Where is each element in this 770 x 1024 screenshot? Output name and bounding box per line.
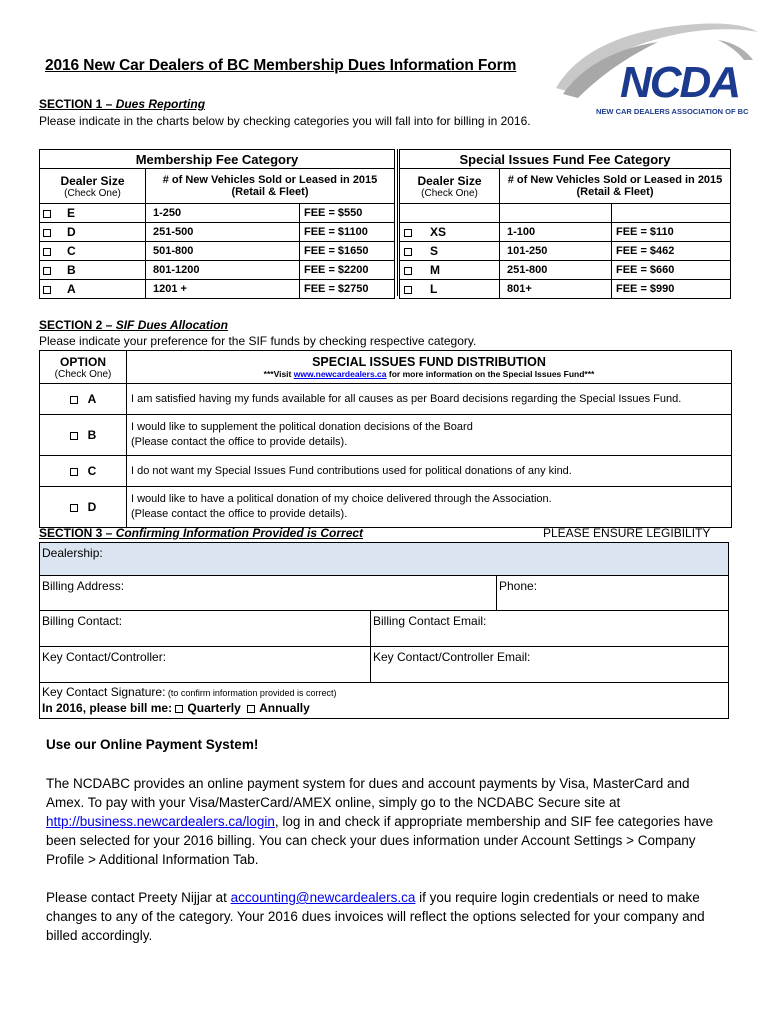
- section2-heading: SECTION 2 – SIF Dues Allocation: [39, 318, 228, 332]
- vehicles-range: 251-800: [500, 261, 612, 280]
- option-cell[interactable]: [40, 415, 127, 456]
- billing-address-field[interactable]: Billing Address:: [40, 576, 497, 611]
- dealer-size-label: S: [430, 244, 439, 258]
- sif-option-row: [40, 487, 732, 528]
- signature-field[interactable]: Key Contact Signature:: [42, 685, 166, 699]
- option-description: I do not want my Special Issues Fund contributions used for political donations of any kind.: [127, 456, 732, 487]
- checkbox-icon[interactable]: [70, 432, 78, 440]
- dealer-size-label: C: [67, 244, 76, 258]
- checkbox-icon[interactable]: [43, 267, 51, 275]
- phone-field[interactable]: Phone:: [497, 576, 729, 611]
- option-col-header: OPTION (Check One): [40, 351, 127, 384]
- sif-distribution-table: [39, 350, 732, 528]
- fee-amount: FEE = $550: [300, 204, 395, 223]
- checkbox-icon[interactable]: [43, 229, 51, 237]
- option-cell[interactable]: [40, 456, 127, 487]
- membership-fee-table: [39, 149, 395, 299]
- membership-row: [40, 280, 395, 299]
- sif-col2-header: # of New Vehicles Sold or Leased in 2015 (Retail & Fleet): [500, 169, 731, 204]
- membership-row: [40, 204, 395, 223]
- dealer-size-label: A: [67, 282, 76, 296]
- checkbox-icon[interactable]: [43, 286, 51, 294]
- ncda-logo: [548, 10, 760, 125]
- page-title: 2016 New Car Dealers of BC Membership Dues Information Form: [45, 57, 517, 74]
- sif-size-cell[interactable]: [400, 223, 500, 242]
- membership-size-cell[interactable]: [40, 280, 146, 299]
- dealer-size-label: M: [430, 263, 440, 277]
- signature-row: Key Contact Signature: (to confirm information provided is correct) In 2016, please bill me: Quarterly Annually: [40, 683, 729, 719]
- billing-email-field[interactable]: Billing Contact Email:: [371, 611, 729, 647]
- secure-login-link[interactable]: http://business.newcardealers.ca/login: [46, 814, 275, 829]
- key-contact-field[interactable]: Key Contact/Controller:: [40, 647, 371, 683]
- payment-heading: Use our Online Payment System!: [46, 737, 259, 752]
- section2-intro: Please indicate your preference for the SIF funds by checking respective category.: [39, 334, 477, 348]
- vehicles-range: 1-250: [146, 204, 300, 223]
- sif-option-row: [40, 456, 732, 487]
- membership-col1-header: Dealer Size (Check One): [40, 169, 146, 204]
- accounting-email-link[interactable]: accounting@newcardealers.ca: [230, 890, 416, 905]
- vehicles-range: 251-500: [146, 223, 300, 242]
- option-cell[interactable]: [40, 487, 127, 528]
- fee-amount: FEE = $990: [612, 280, 731, 299]
- sif-size-cell[interactable]: [400, 261, 500, 280]
- quarterly-checkbox[interactable]: [175, 705, 183, 713]
- vehicles-range: 101-250: [500, 242, 612, 261]
- vehicles-range: 501-800: [146, 242, 300, 261]
- newcardealers-link[interactable]: www.newcardealers.ca: [293, 369, 387, 379]
- logo-letters: NCDA: [620, 58, 740, 107]
- checkbox-icon[interactable]: [404, 248, 412, 256]
- dealer-size-label: L: [430, 282, 438, 296]
- fee-amount: FEE = $2200: [300, 261, 395, 280]
- dealer-size-label: B: [67, 263, 76, 277]
- checkbox-icon[interactable]: [404, 286, 412, 294]
- checkbox-icon[interactable]: [404, 267, 412, 275]
- checkbox-icon[interactable]: [43, 248, 51, 256]
- payment-paragraph-1: The NCDABC provides an online payment system for dues and account payments by Visa, MasterCard and Amex. To pay with your Visa/MasterCard/AMEX online, simply go to the NCDABC Secure site at http://business.newcardealers.ca/login, log in and check if appropriate membership and SIF fee categories have been selected for your 2016 billing. You can check your dues information under Account Settings > Company Profile > Additional Information Tab.: [46, 776, 714, 867]
- sif-size-cell[interactable]: [400, 242, 500, 261]
- sif-option-row: [40, 415, 732, 456]
- sif-fee-table: [399, 149, 731, 299]
- membership-col2-header: # of New Vehicles Sold or Leased in 2015 (Retail & Fleet): [146, 169, 395, 204]
- vehicles-range: 1-100: [500, 223, 612, 242]
- vehicles-range: 801-1200: [146, 261, 300, 280]
- annually-checkbox[interactable]: [247, 705, 255, 713]
- checkbox-icon[interactable]: [70, 468, 78, 476]
- membership-size-cell[interactable]: [40, 261, 146, 280]
- fee-amount: FEE = $660: [612, 261, 731, 280]
- option-description: I am satisfied having my funds available for all causes as per Board decisions regarding the Special Issues Fund.: [127, 384, 732, 415]
- billing-contact-field[interactable]: Billing Contact:: [40, 611, 371, 647]
- membership-header: Membership Fee Category: [40, 150, 395, 169]
- sif-col1-header: Dealer Size (Check One): [400, 169, 500, 204]
- quarterly-label: Quarterly: [187, 701, 241, 715]
- dealership-field[interactable]: Dealership:: [40, 543, 729, 576]
- checkbox-icon[interactable]: [43, 210, 51, 218]
- sif-size-cell[interactable]: [400, 280, 500, 299]
- option-letter: A: [87, 392, 97, 406]
- section3-heading: SECTION 3 – Confirming Information Provided is Correct: [39, 526, 364, 540]
- option-cell[interactable]: [40, 384, 127, 415]
- section1-heading: SECTION 1 – Dues Reporting: [39, 97, 206, 111]
- payment-paragraph-2: Please contact Preety Nijjar at accounting@newcardealers.ca if you require login credentials or need to make changes to any of the category. Your 2016 dues invoices will reflect the options selected for your company and billed accordingly.: [46, 890, 705, 943]
- sif-row: [400, 242, 731, 261]
- distribution-col-header: SPECIAL ISSUES FUND DISTRIBUTION ***Visit www.newcardealers.ca for more information on the Special Issues Fund***: [127, 351, 732, 384]
- membership-row: [40, 261, 395, 280]
- option-letter: C: [87, 464, 97, 478]
- confirmation-table: [39, 542, 729, 719]
- option-letter: B: [87, 428, 97, 442]
- annually-label: Annually: [259, 701, 310, 715]
- key-contact-email-field[interactable]: Key Contact/Controller Email:: [371, 647, 729, 683]
- fee-amount: FEE = $1100: [300, 223, 395, 242]
- checkbox-icon[interactable]: [404, 229, 412, 237]
- sif-row: [400, 280, 731, 299]
- sif-option-row: [40, 384, 732, 415]
- table-divider: [394, 149, 398, 296]
- vehicles-range: 801+: [500, 280, 612, 299]
- checkbox-icon[interactable]: [70, 504, 78, 512]
- sif-header: Special Issues Fund Fee Category: [400, 150, 731, 169]
- membership-row: [40, 223, 395, 242]
- membership-size-cell[interactable]: [40, 204, 146, 223]
- section1-intro: Please indicate in the charts below by checking categories you will fall into for billing in 2016.: [39, 114, 531, 128]
- checkbox-icon[interactable]: [70, 396, 78, 404]
- logo-subtitle: NEW CAR DEALERS ASSOCIATION OF BC: [596, 107, 749, 116]
- fee-amount: FEE = $110: [612, 223, 731, 242]
- sif-row: [400, 223, 731, 242]
- vehicles-range: 1201 +: [146, 280, 300, 299]
- membership-row: [40, 242, 395, 261]
- dealer-size-label: D: [67, 225, 76, 239]
- option-description: I would like to have a political donation of my choice delivered through the Association. (Please contact the office to provide details).: [127, 487, 732, 528]
- membership-size-cell[interactable]: [40, 242, 146, 261]
- sif-row: [400, 261, 731, 280]
- option-letter: D: [87, 500, 97, 514]
- fee-amount: FEE = $1650: [300, 242, 395, 261]
- legibility-note: PLEASE ENSURE LEGIBILITY: [543, 526, 711, 540]
- fee-amount: FEE = $462: [612, 242, 731, 261]
- fee-amount: FEE = $2750: [300, 280, 395, 299]
- dealer-size-label: E: [67, 206, 76, 220]
- dealer-size-label: XS: [430, 225, 447, 239]
- membership-size-cell[interactable]: [40, 223, 146, 242]
- option-description: I would like to supplement the political donation decisions of the Board (Please contact the office to provide details).: [127, 415, 732, 456]
